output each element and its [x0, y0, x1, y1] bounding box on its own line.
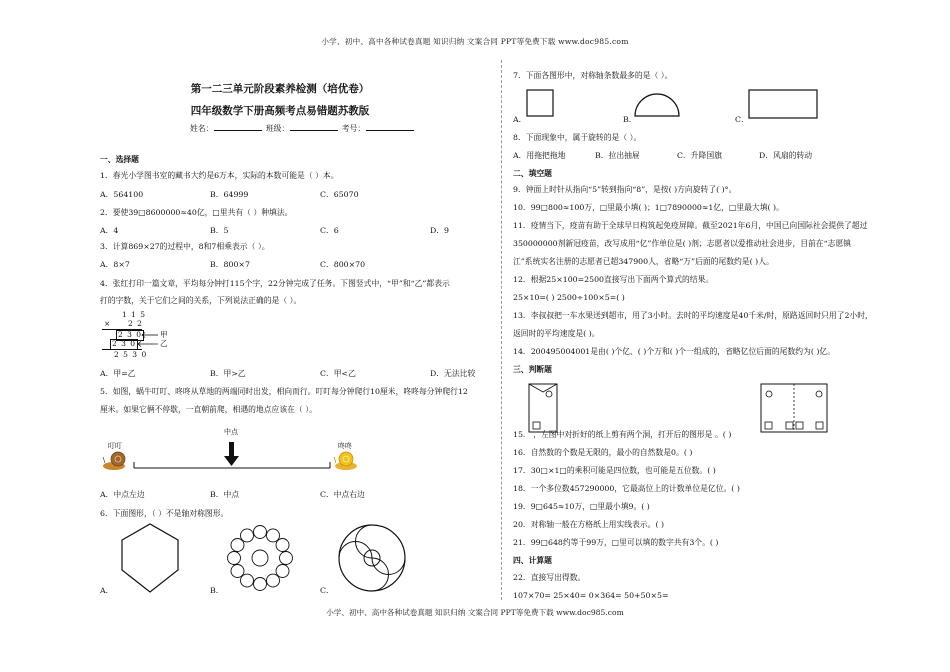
question-4-line2: 打的字数，关于它们之间的关系，下列说法正确的是（ ）。: [100, 296, 302, 305]
q7-option-a: A．: [513, 115, 527, 124]
snail-diagram: [100, 428, 360, 478]
question-14: 14．200495004001是由( )个亿、( )个万和( )个一组成的，省略亿位后面的尾数约为( )亿。: [513, 347, 836, 356]
q3-option-a: A．8×7: [100, 260, 130, 269]
q1-option-c: C．65070: [320, 190, 359, 199]
name-blank: [214, 130, 262, 131]
calc-label-jia: 甲: [160, 330, 169, 339]
question-18: 18．一个多位数457290000，它最高位上的计数单位是亿位。( ): [513, 484, 740, 493]
question-12: 12．根据25×100=2500直接写出下面两个算式的结果。: [513, 275, 714, 284]
snail-right-shell: [339, 452, 353, 466]
ring-circle: [228, 552, 241, 565]
question-5-line1: 5．如图，蜗牛叮叮、咚咚从草地的两端同时出发，相向而行。叮叮每分钟爬行10厘米，咚咚每分钟爬行12: [100, 387, 468, 396]
ring-circle: [254, 578, 267, 591]
question-21: 21．99□648约等于99万，□里可以填的数字共有3个。( ): [513, 538, 719, 547]
question-16: 16．自然数的个数是无限的，最小的自然数是0。( ): [513, 448, 693, 457]
q15-figures: [513, 382, 843, 437]
calc-row-4: 2 3 0: [112, 339, 137, 348]
q3-option-b: B．800×7: [210, 260, 250, 269]
q8-option-b: B．拉出抽屉: [595, 151, 640, 160]
question-10: 10．99□800≈100万，□里最小填( )；1□7890000≈1亿，□里最大填( )。: [513, 203, 784, 212]
question-11-line3: 江”系统实名注册的志愿者已超347900人，省略“万”后面的尾数约是( )人。: [513, 257, 774, 266]
q6-shape-a: [122, 524, 178, 592]
q7-option-c: C．: [735, 115, 749, 124]
question-20: 20．对称轴一般在方格纸上用实线表示。( ): [513, 520, 665, 529]
q5-option-c: C．中点右边: [320, 490, 365, 499]
question-4-line1: 4．张红打印一篇文章，平均每分钟打115个字，22分钟完成了任务。下图竖式中，“甲”和“乙”都表示: [100, 279, 450, 288]
question-8: 8．下面现象中，属于旋转的是（ ）。: [513, 133, 642, 142]
question-19: 19．9□645≈10万，□里最小填9。( ): [513, 502, 650, 511]
q4-option-d: D．无法比较: [430, 369, 476, 378]
question-11-line2: 350000000剂新冠疫苗，改写成用“亿”作单位是( )剂；志愿者以爱推动社会进步，目前在“志愿镇: [513, 239, 852, 248]
question-11-line1: 11．疫情当下，疫苗有助于全球早日构筑起免疫屏障。截至2021年6月，中国已向国际社会提供了超过: [513, 221, 868, 230]
question-2: 2．要使39□8600000≈40亿，□里共有（ ）种填法。: [100, 208, 293, 217]
q7-option-b: B．: [623, 115, 637, 124]
question-5-line2: 厘米。如果它俩不停歇，一直朝前爬，相遇的地点应该在（ ）。: [100, 405, 317, 414]
q6-shapes: [110, 522, 410, 592]
ring-circle: [231, 565, 244, 578]
q5-option-b: B．中点: [210, 490, 240, 499]
question-12-items: 25×10=( ) 2500÷100×5=( ): [513, 293, 625, 302]
q3-option-c: C．800×70: [320, 260, 366, 269]
q7-shapes: [513, 88, 843, 128]
calc-row-5: 2 5 3 0: [114, 350, 148, 359]
class-label: 班级：: [265, 124, 290, 133]
question-7: 7．下面各图形中，对称轴条数最多的是（ ）。: [513, 71, 673, 80]
q4-option-a: A．甲=乙: [100, 369, 136, 378]
section-calc: 四、计算题: [513, 556, 552, 565]
ring-circle: [267, 529, 280, 542]
exam-no-label: 考号：: [341, 124, 366, 133]
page-footer: 小学、初中、高中各种试卷真题 知识归纳 文案合同 PPT等免费下载 www.doc985.com: [326, 608, 624, 617]
exam-title: 第一二三单元阶段素养检测（培优卷）: [190, 83, 370, 95]
question-13-line1: 13．李叔叔把一车水果送到超市，用了3小时。去时的平均速度是40千米/时，原路返回时只用了2小时，: [513, 311, 873, 320]
ring-circle: [276, 565, 289, 578]
q2-option-d: D．9: [430, 226, 450, 235]
question-15: 15． ，左图中对折好的纸上剪有两个洞，打开后的图形是 。( ): [513, 430, 732, 439]
q8-option-d: D．风扇的转动: [759, 151, 813, 160]
q2-option-b: B．5: [210, 226, 229, 235]
section-choice: 一、选择题: [100, 155, 139, 164]
midpoint-arrow: [224, 456, 239, 466]
name-label: 姓名：: [190, 124, 214, 133]
q6-option-c: C．: [320, 586, 334, 595]
q5-snail-figure: [100, 428, 360, 478]
question-13-line2: 返回时的平均速度是( )。: [513, 329, 600, 338]
calc-row-1: 1 1 5: [122, 310, 147, 319]
q8-option-c: C．升降国旗: [677, 151, 722, 160]
ring-circle: [241, 574, 254, 587]
exam-no-blank: [366, 130, 414, 131]
question-17: 17．30□×1□的乘积可能是四位数，也可能是五位数。( ): [513, 466, 716, 475]
page-header: 小学、初中、高中各种试卷真题 知识归纳 文案合同 PPT等免费下载 www.doc985.com: [321, 37, 629, 46]
snail-left-label: 叮叮: [108, 442, 122, 450]
question-6: 6．下面图形，（ ）不是轴对称图形。: [100, 509, 229, 518]
q7-rectangle: [749, 90, 817, 118]
calc-times: ×: [104, 319, 112, 328]
ring-circle: [241, 529, 254, 542]
calc-arrows: [100, 311, 190, 366]
q4-calc-figure: [100, 311, 190, 366]
q4-option-b: B．甲>乙: [210, 369, 246, 378]
question-22: 22．直接写出得数。: [513, 573, 586, 582]
q4-option-c: C．甲<乙: [320, 369, 356, 378]
q6-option-a: A．: [100, 586, 114, 595]
ring-circle: [267, 574, 280, 587]
class-blank: [290, 130, 338, 131]
column-divider: [501, 60, 502, 600]
section-judge: 三、判断题: [513, 365, 552, 374]
q5-option-a: A．中点左边: [100, 490, 145, 499]
question-3: 3．计算869×27的过程中，8和7相乘表示（ ）。: [100, 242, 270, 251]
q7-semicircle: [635, 94, 679, 116]
question-1: 1．春光小学图书室的藏书大约是6万本，实际的本数可能是（ ）本。: [100, 171, 339, 180]
ring-circle: [231, 539, 244, 552]
calc-row-3: 2 3 0: [118, 330, 143, 339]
student-info: [190, 123, 415, 134]
snail-right-label: 咚咚: [338, 442, 352, 450]
section-fill: 二、填空题: [513, 169, 552, 178]
ring-circle: [276, 539, 289, 552]
q8-option-a: A．用拖把拖地: [513, 151, 566, 160]
q2-option-a: A．4: [100, 226, 119, 235]
question-9: 9．钟面上时针从指向“5”转到指向“8”，是按( )方向旋转了( )°。: [513, 185, 737, 194]
exam-subtitle: 四年级数学下册高频考点易错题苏教版: [190, 105, 370, 117]
q6-shape-b: [252, 550, 268, 566]
snail-left-shell: [111, 452, 125, 466]
calc-label-yi: 乙: [160, 339, 169, 348]
ring-circle: [254, 526, 267, 539]
calc-row-2: 2 2: [128, 319, 143, 328]
q1-option-a: A．564100: [100, 190, 144, 199]
question-22-items: 107×70= 25×40= 0×364= 50+50×5=: [513, 591, 669, 600]
ring-circle: [280, 552, 293, 565]
midpoint-label: 中点: [224, 428, 238, 436]
q2-option-c: C．6: [320, 226, 339, 235]
q7-square: [527, 90, 553, 116]
q6-option-b: B．: [210, 586, 224, 595]
q1-option-b: B．64999: [210, 190, 249, 199]
